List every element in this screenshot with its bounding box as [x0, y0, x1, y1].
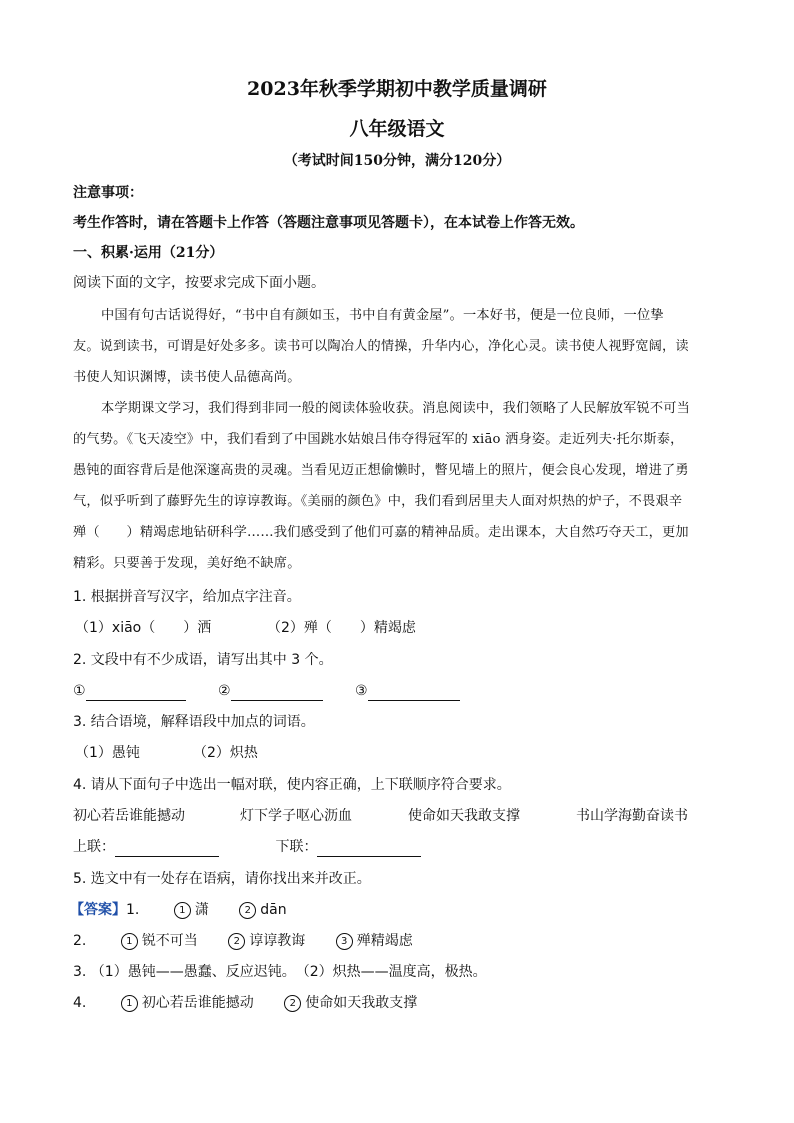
- answer-1-num: 1.: [126, 902, 140, 918]
- blank-mark-1: ①: [73, 683, 86, 699]
- notice-label: 注意事项：: [73, 185, 143, 201]
- answer-4-num: 4.: [73, 995, 87, 1011]
- question-3-part-2: （2）炽热: [193, 745, 258, 761]
- blank-mark-2: ②: [218, 683, 231, 699]
- answer-4-item-2: 使命如天我敢支撑: [305, 995, 418, 1011]
- answer-2-num: 2.: [73, 933, 87, 949]
- couplet-option-4: 书山学海勤奋读书: [576, 808, 688, 824]
- passage-line: 本学期课文学习，我们得到非同一般的阅读体验收获。消息阅读中，我们领略了人民解放军锐不可当: [101, 401, 691, 416]
- exam-info: （考试时间150分钟，满分120分）: [283, 153, 511, 169]
- answer-2-item-1: 锐不可当: [141, 933, 198, 949]
- question-3-part-1: （1）愚钝: [75, 745, 140, 761]
- answer-2-item-2: 谆谆教诲: [249, 933, 306, 949]
- couplet-option-2: 灯下学子呕心沥血: [240, 808, 352, 824]
- circled-number: 3: [336, 933, 353, 950]
- circled-number: 2: [239, 902, 256, 919]
- passage-line: 书使人知识渊博，读书使人品德高尚。: [73, 370, 301, 385]
- answer-blank-1[interactable]: [86, 684, 186, 701]
- circled-number: 1: [174, 902, 191, 919]
- circled-number: 2: [228, 933, 245, 950]
- answer-4: [73, 993, 417, 1013]
- question-2-blanks: [73, 681, 460, 701]
- answer-1-item-1: 潇: [194, 902, 209, 918]
- upper-couplet-label: 上联：: [73, 839, 115, 855]
- question-5-stem: 5. 选文中有一处存在语病，请你找出来并改正。: [73, 871, 371, 887]
- passage-line: 的气势。《飞天凌空》中，我们看到了中国跳水姑娘吕伟夺得冠军的 xiāo 洒身姿。走近列夫·托尔斯泰，: [73, 432, 684, 447]
- passage-line: 殚（ ）精竭虑地钻研科学……我们感受到了他们可嘉的精神品质。走出课本，大自然巧夺天工，更加: [73, 525, 689, 540]
- answer-1-item-2: dān: [260, 902, 287, 918]
- lower-couplet-label: 下联：: [275, 839, 318, 855]
- passage-line: 友。说到读书，可谓是好处多多。读书可以陶冶人的情操，升华内心，净化心灵。读书使人视野宽阔，读: [73, 339, 689, 354]
- section-instruction: 阅读下面的文字，按要求完成下面小题。: [73, 275, 325, 291]
- notice-text: 考生作答时，请在答题卡上作答（答题注意事项见答题卡），在本试卷上作答无效。: [73, 215, 584, 231]
- couplet-blanks: [73, 837, 421, 857]
- answer-3: 3. （1）愚钝——愚蠢、反应迟钝。 （2）炽热——温度高，极热。: [73, 964, 487, 980]
- circled-number: 1: [121, 933, 138, 950]
- circled-number: 2: [284, 995, 301, 1012]
- question-1-part-1: （1）xiāo（ ）洒: [75, 620, 212, 636]
- passage-line: 精彩。只要善于发现，美好绝不缺席。: [73, 556, 301, 571]
- question-1-stem: 1. 根据拼音写汉字，给加点字注音。: [73, 589, 301, 605]
- circled-number: 1: [121, 995, 138, 1012]
- exam-subject: 八年级语文: [349, 118, 445, 140]
- passage-line: 气，似乎听到了藤野先生的谆谆教诲。《美丽的颜色》中，我们看到居里夫人面对炽热的炉子，不畏艰辛: [73, 494, 683, 509]
- passage-line: 愚钝的面容背后是他深邃高贵的灵魂。当看见迈正想偷懒时，瞥见墙上的照片，便会良心发现，增进了勇: [73, 463, 689, 478]
- question-3-stem: 3. 结合语境，解释语段中加点的词语。: [73, 714, 315, 730]
- answer-2: [73, 931, 413, 951]
- upper-couplet-blank[interactable]: [115, 840, 219, 857]
- answer-2-item-3: 殚精竭虑: [356, 933, 413, 949]
- exam-title: 2023年秋季学期初中教学质量调研: [247, 78, 547, 100]
- answer-4-item-1: 初心若岳谁能撼动: [141, 995, 254, 1011]
- question-2-stem: 2. 文段中有不少成语，请写出其中 3 个。: [73, 652, 333, 668]
- couplet-option-3: 使命如天我敢支撑: [408, 808, 520, 824]
- lower-couplet-blank[interactable]: [317, 840, 421, 857]
- question-4-stem: 4. 请从下面句子中选出一幅对联，使内容正确，上下联顺序符合要求。: [73, 777, 511, 793]
- answer-1: [70, 900, 287, 920]
- passage-line: 中国有句古话说得好，“书中自有颜如玉，书中自有黄金屋”。一本好书，便是一位良师，一位挚: [101, 308, 664, 323]
- answer-tag: 【答案】: [70, 902, 126, 918]
- blank-mark-3: ③: [355, 683, 368, 699]
- question-1-part-2: （2）殚（ ）精竭虑: [267, 620, 416, 636]
- section-heading: 一、积累·运用（21分）: [73, 245, 224, 261]
- couplet-option-1: 初心若岳谁能撼动: [73, 808, 185, 824]
- answer-blank-2[interactable]: [231, 684, 323, 701]
- answer-blank-3[interactable]: [368, 684, 460, 701]
